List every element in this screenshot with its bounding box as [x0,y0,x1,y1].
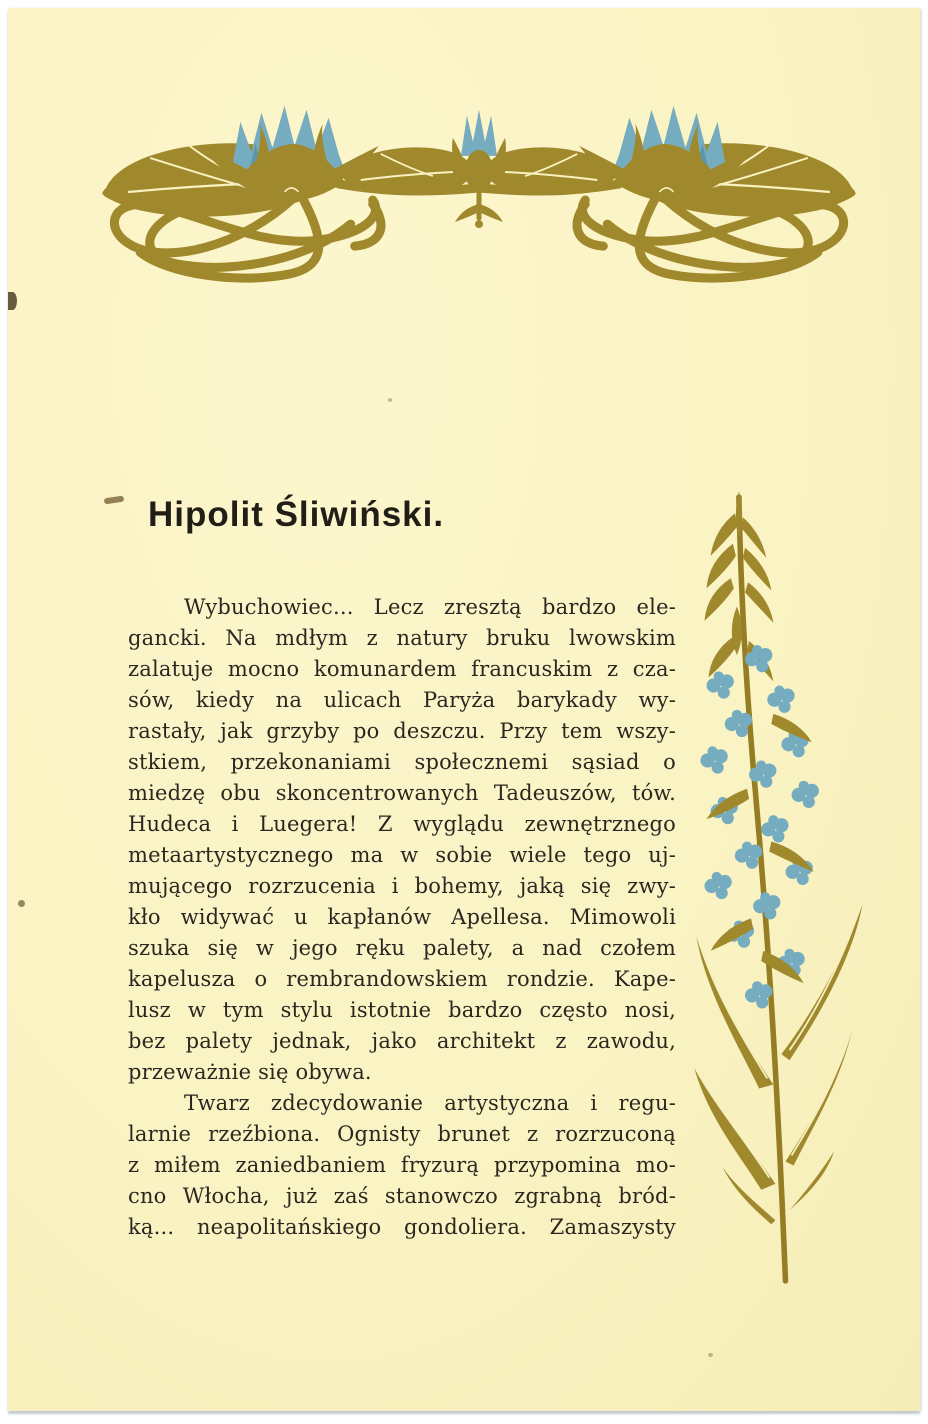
text-line: kło widywać u kapłanów Apellesa. Mimowoli [128,905,676,929]
text-line: sów, kiedy na ulicach Paryża barykady wy- [128,688,676,712]
text-line: bez palety jednak, jako architekt z zawodu, [128,1029,676,1053]
center-bud [452,110,506,228]
water-lily-headpiece-ornament [88,86,870,300]
paper-speck [388,398,392,402]
text-line: przeważnie się obywa. [128,1060,372,1084]
text-line: Twarz zdecydowanie artystyczna i regu- [184,1091,676,1115]
text-line: larnie rzeźbiona. Ognisty brunet z rozrzuconą [128,1122,676,1146]
text-line: miedzę obu skoncentrowanych Tadeuszów, tów. [128,781,676,805]
text-line: Hudeca i Luegera! Z wyglądu zewnętrznego [128,812,676,836]
text-line: stkiem, przekonaniami społecznemi sąsiad o [128,750,676,774]
text-line: kapelusza o rembrandowskiem rondzie. Kape- [128,967,676,991]
text-line: zalatuje mocno komunardem francuskim z cza- [128,657,676,681]
text-line: metaartystycznego ma w sobie wiele tego uj- [128,843,676,867]
flower-spike-illustration [660,485,912,1285]
text-line: rastały, jak grzyby po deszczu. Przy tem wszy- [128,719,676,743]
text-line: gancki. Na mdłym z natury bruku lwowskim [128,626,676,650]
text-line: szuka się w jego ręku palety, a nad czołem [128,936,676,960]
text-line: mującego rozrzucenia i bohemy, jaką się zwy- [128,874,676,898]
text-line: Wybuchowiec... Lecz zresztą bardzo ele- [184,595,676,619]
text-line: ką... neapolitańskiego gondoliera. Zamaszysty [128,1215,676,1239]
body-text [128,592,676,1243]
paragraph [128,1088,676,1243]
text-line: cno Włocha, już zaś stanowczo zgrabną bród- [128,1184,676,1208]
paper-speck [708,1353,713,1357]
paper-speck [18,900,25,907]
paragraph [128,592,676,1088]
paper-speck [104,496,125,505]
text-line: z miłem zaniedbaniem fryzurą przypomina mo- [128,1153,676,1177]
text-line: lusz w tym stylu istotnie bardzo często nosi, [128,998,676,1022]
page-title: Hipolit Śliwiński. [148,495,445,534]
binding-mark [8,292,17,310]
paper-sheet [8,8,920,1411]
